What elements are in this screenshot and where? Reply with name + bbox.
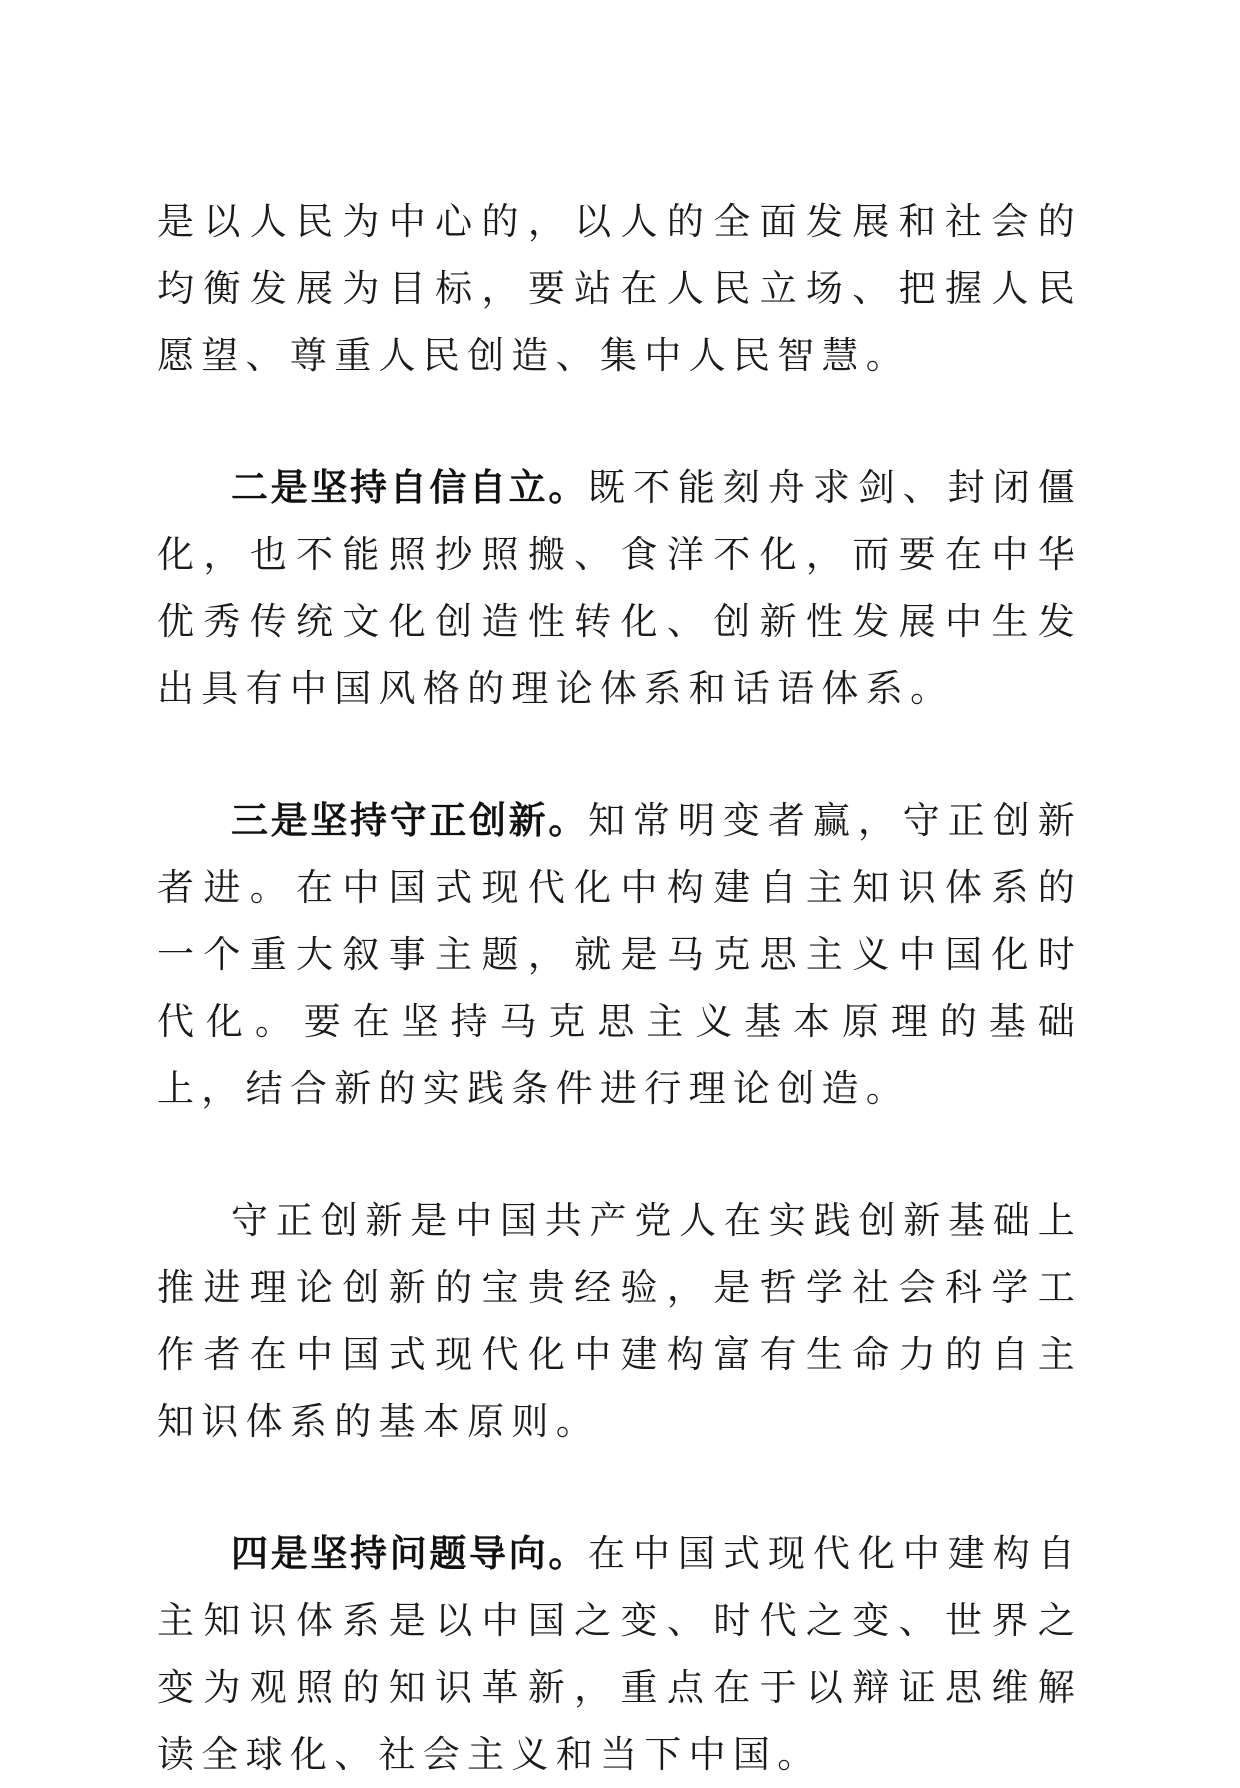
paragraph-2-text: 既不能刻舟求剑、封闭僵化，也不能照抄照搬、食洋不化，而要在中华优秀传统文化创造性转化、创新性发展中生发出具有中国风格的理论体系和话语体系。 [157,466,1082,710]
paragraph-3-text: 知常明变者赢，守正创新者进。在中国式现代化中构建自主知识体系的一个重大叙事主题，就是马克思主义中国化时代化。要在坚持马克思主义基本原理的基础上，结合新的实践条件进行理论创造。 [157,799,1082,1110]
paragraph-2 [157,454,1082,722]
paragraph-3 [157,787,1082,1122]
paragraph-1-text: 是以人民为中心的，以人的全面发展和社会的均衡发展为目标，要站在人民立场、把握人民愿望、尊重人民创造、集中人民智慧。 [157,200,1082,377]
paragraph-5 [157,1520,1082,1788]
paragraph-5-heading: 四是坚持问题导向。 [231,1532,589,1575]
paragraph-3-heading: 三是坚持守正创新。 [231,799,589,842]
paragraph-2-heading: 二是坚持自信自立。 [231,466,589,509]
paragraph-4-text: 守正创新是中国共产党人在实践创新基础上推进理论创新的宝贵经验，是哲学社会科学工作者在中国式现代化中建构富有生命力的自主知识体系的基本原则。 [157,1199,1082,1443]
document-page [157,188,1082,1788]
paragraph-4 [157,1187,1082,1455]
paragraph-5-text: 在中国式现代化中建构自主知识体系是以中国之变、时代之变、世界之变为观照的知识革新，重点在于以辩证思维解读全球化、社会主义和当下中国。 [157,1532,1082,1776]
paragraph-1 [157,188,1082,389]
